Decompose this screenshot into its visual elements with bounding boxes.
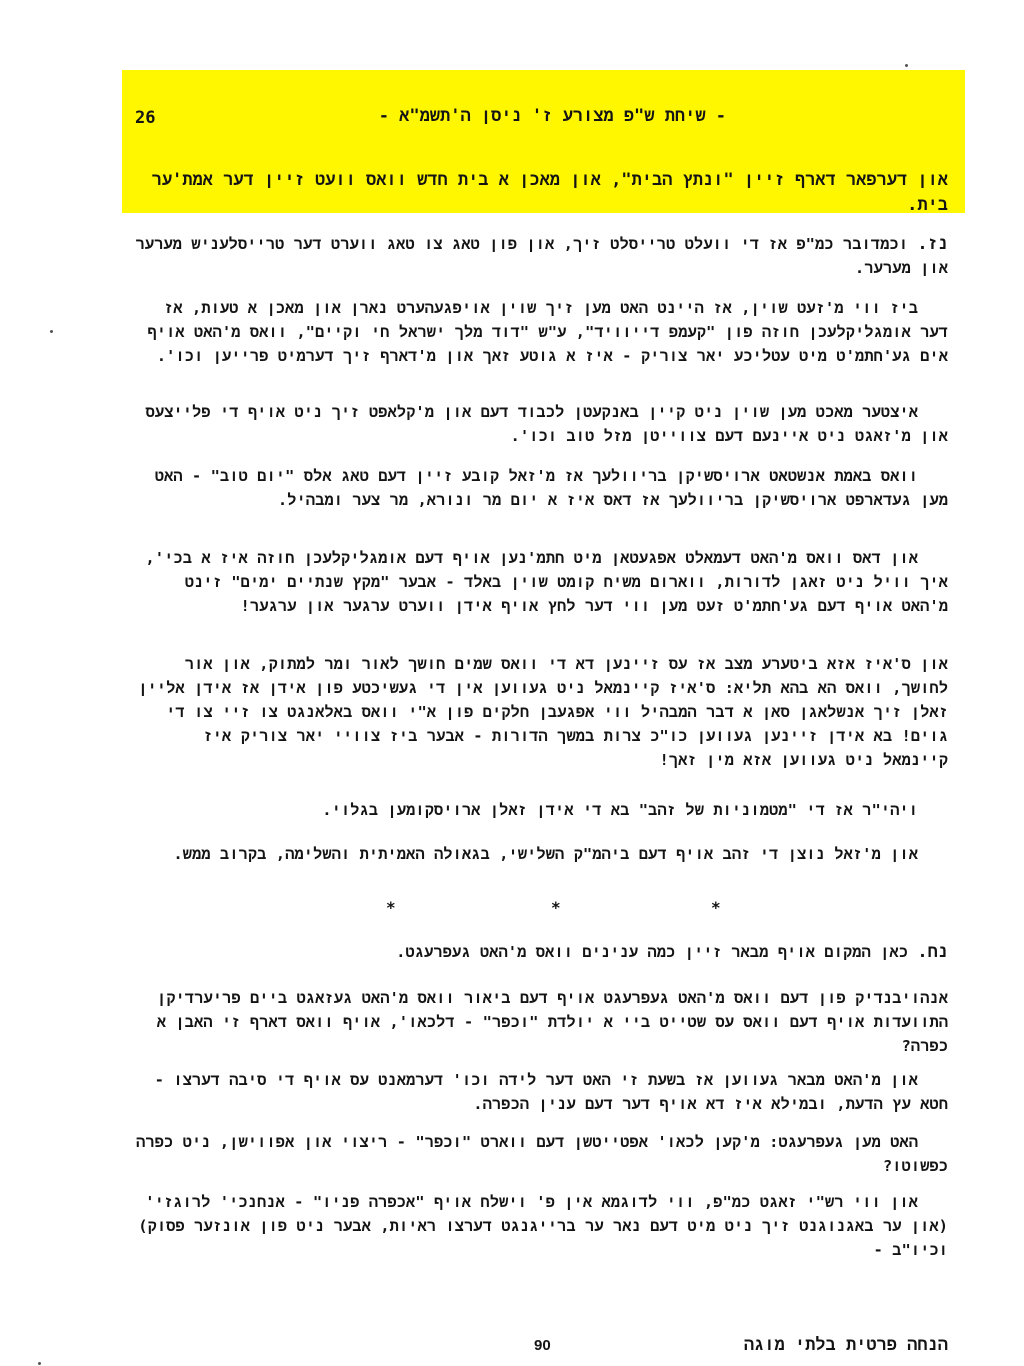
section-label: נח. — [917, 942, 948, 962]
paragraph — [130, 1068, 948, 1116]
separator-star: * — [551, 898, 561, 917]
footer-page-number: 90 — [534, 1337, 551, 1354]
header-page-number: 26 — [135, 108, 156, 128]
section-57-paragraph — [130, 232, 948, 280]
paragraph-text: אנהויבנדיק פון דעם וואס מ'האט געפרעגט אויף דעם ביאור וואס מ'האט געזאגט ביים פריערדיקן התוועדות אויף דעם וואס עס שטייט ביי א יולדת "וכפר" - דלכאו', אויף וואס דארף זי האבן א כפרה? — [156, 989, 948, 1055]
highlighted-text: און דערפאר דארף זיין "ונתץ הבית", און מאכן א בית חדש וואס וועט זיין דער אמת'ער בית. — [151, 170, 948, 215]
paragraph-text: איצטער מאכט מען שוין ניט קיין באנקעטן לכבוד דעם און מ'קלאפט זיך ניט אויף די פלייצעס און מ'זאגט ניט איינעם דעם צווייטן מזל טוב וכו'. — [145, 403, 948, 445]
paragraph-text: און מ'זאל נוצן די זהב אויף דעם ביהמ"ק השלישי, בגאולה האמיתית והשלימה, בקרוב ממש. — [173, 845, 918, 863]
header-title: - שיחת ש"פ מצורע ז' ניסן ה'תשמ"א - — [378, 106, 726, 126]
paragraph-text: און מ'האט מבאר געווען אז בשעת זי האט דער לידה וכו' דערמאנט עס אויף די סיבה דערצו - חטא עץ הדעת, ובמילא איז דא אויף דער דעם ענין הכפרה. — [154, 1071, 948, 1113]
section-58-paragraph — [130, 940, 948, 964]
scan-speck — [38, 1362, 41, 1365]
paragraph-text: און ס'איז אזא ביטערע מצב אז עס זיינען דא די וואס שמים חושך לאור ומר למתוק, און אור לחושך, וואס הא בהא תליא: ס'איז קיינמאל ניט געווען אין די געשיכטע פון אידן אז אידן אליין זאלן זיך אנשלאגן סאן א דבר המבהיל ווי אפגעבן חלקים פון א"י וואס באלאנגט צו זיי צו די גוים! בא אידן זיינען געווען כו"כ צרות במשך הדורות - אבער ביז צוויי יאר צוריק איז קיינמאל ניט געווען אזא מין זאך! — [138, 655, 948, 769]
paragraph-text: און דאס וואס מ'האט דעמאלט אפגעטאן מיט חתמ'נען אויף דעם אומגליקלעכן חוזה איז א בכי', איך וויל ניט זאגן לדורות, ווארום משיח קומט שוין באלד - אבער "מקץ שנתיים ימים" זינט מ'האט אויף דעם גע'חתמ'ט זעט מען ווי דער לחץ אויף אידן ווערט ערגער און ערגער! — [145, 549, 948, 615]
paragraph — [130, 798, 948, 822]
footer-title: הנחה פרטית בלתי מוגה — [743, 1335, 948, 1355]
paragraph — [130, 652, 948, 772]
paragraph-text: וכמדובר כמ"פ אז די וועלט טרייסלט זיך, און פון טאג צו טאג ווערט דער טרייסלעניש מערער און מערער. — [135, 235, 948, 277]
paragraph — [130, 546, 948, 618]
paragraph — [130, 464, 948, 512]
separator-star: * — [386, 898, 396, 917]
paragraph — [130, 400, 948, 448]
paragraph — [130, 842, 948, 866]
paragraph-text: און ווי רש"י זאגט כמ"פ, ווי לדוגמא אין פ' וישלח אויף "אכפרה פניו" - אנחנכי' לרוגזי' (און ער באגנוגנט זיך ניט מיט דעם נאר ער ברייגנגט דערצו ראיות, אבער ניט פון אונזער פסוק) וכיו"ב - — [138, 1193, 948, 1259]
paragraph-text: וואס באמת אנשטאט ארויסשיקן בריוולעך אז מ'זאל קובע זיין דעם טאג אלס "יום טוב" - האט מען געדארפט ארויסשיקן בריוולעך אז דאס איז א יום מר ונורא, מר צער ומבהיל. — [154, 467, 948, 509]
section-separator — [0, 898, 1024, 918]
paragraph — [130, 1130, 948, 1178]
paragraph — [130, 986, 948, 1058]
paragraph — [130, 296, 948, 368]
paragraph-text: ביז ווי מ'זעט שוין, אז היינט האט מען זיך שוין אויפגעהערט נארן און מאכן א טעות, אז דער אומגליקלעכן חוזה פון "קעמפ דייוויד", ע"ש "דוד מלך ישראל חי וקיים", וואס מ'האט אויף אים גע'חתמ'ט מיט עטליכע יאר צוריק - איז א גוטע זאך און מ'דארף זיך דערמיט פרייען וכו'. — [147, 299, 948, 365]
scan-speck — [50, 330, 53, 333]
paragraph-text: האט מען געפרעגט: מ'קען לכאו' אפטייטשן דעם ווארט "וכפר" - ריצוי און אפווישן, ניט כפרה כפשוטו? — [136, 1133, 948, 1175]
scan-speck — [905, 64, 908, 67]
paragraph — [130, 1190, 948, 1262]
section-label: נז. — [917, 234, 948, 254]
separator-star: * — [711, 898, 721, 917]
paragraph-text: כאן המקום אויף מבאר זיין כמה ענינים וואס מ'האט געפרעגט. — [396, 943, 909, 961]
paragraph-text: ויהי"ר אז די "מטמוניות של זהב" בא די אידן זאלן ארויסקומען בגלוי. — [322, 801, 918, 819]
